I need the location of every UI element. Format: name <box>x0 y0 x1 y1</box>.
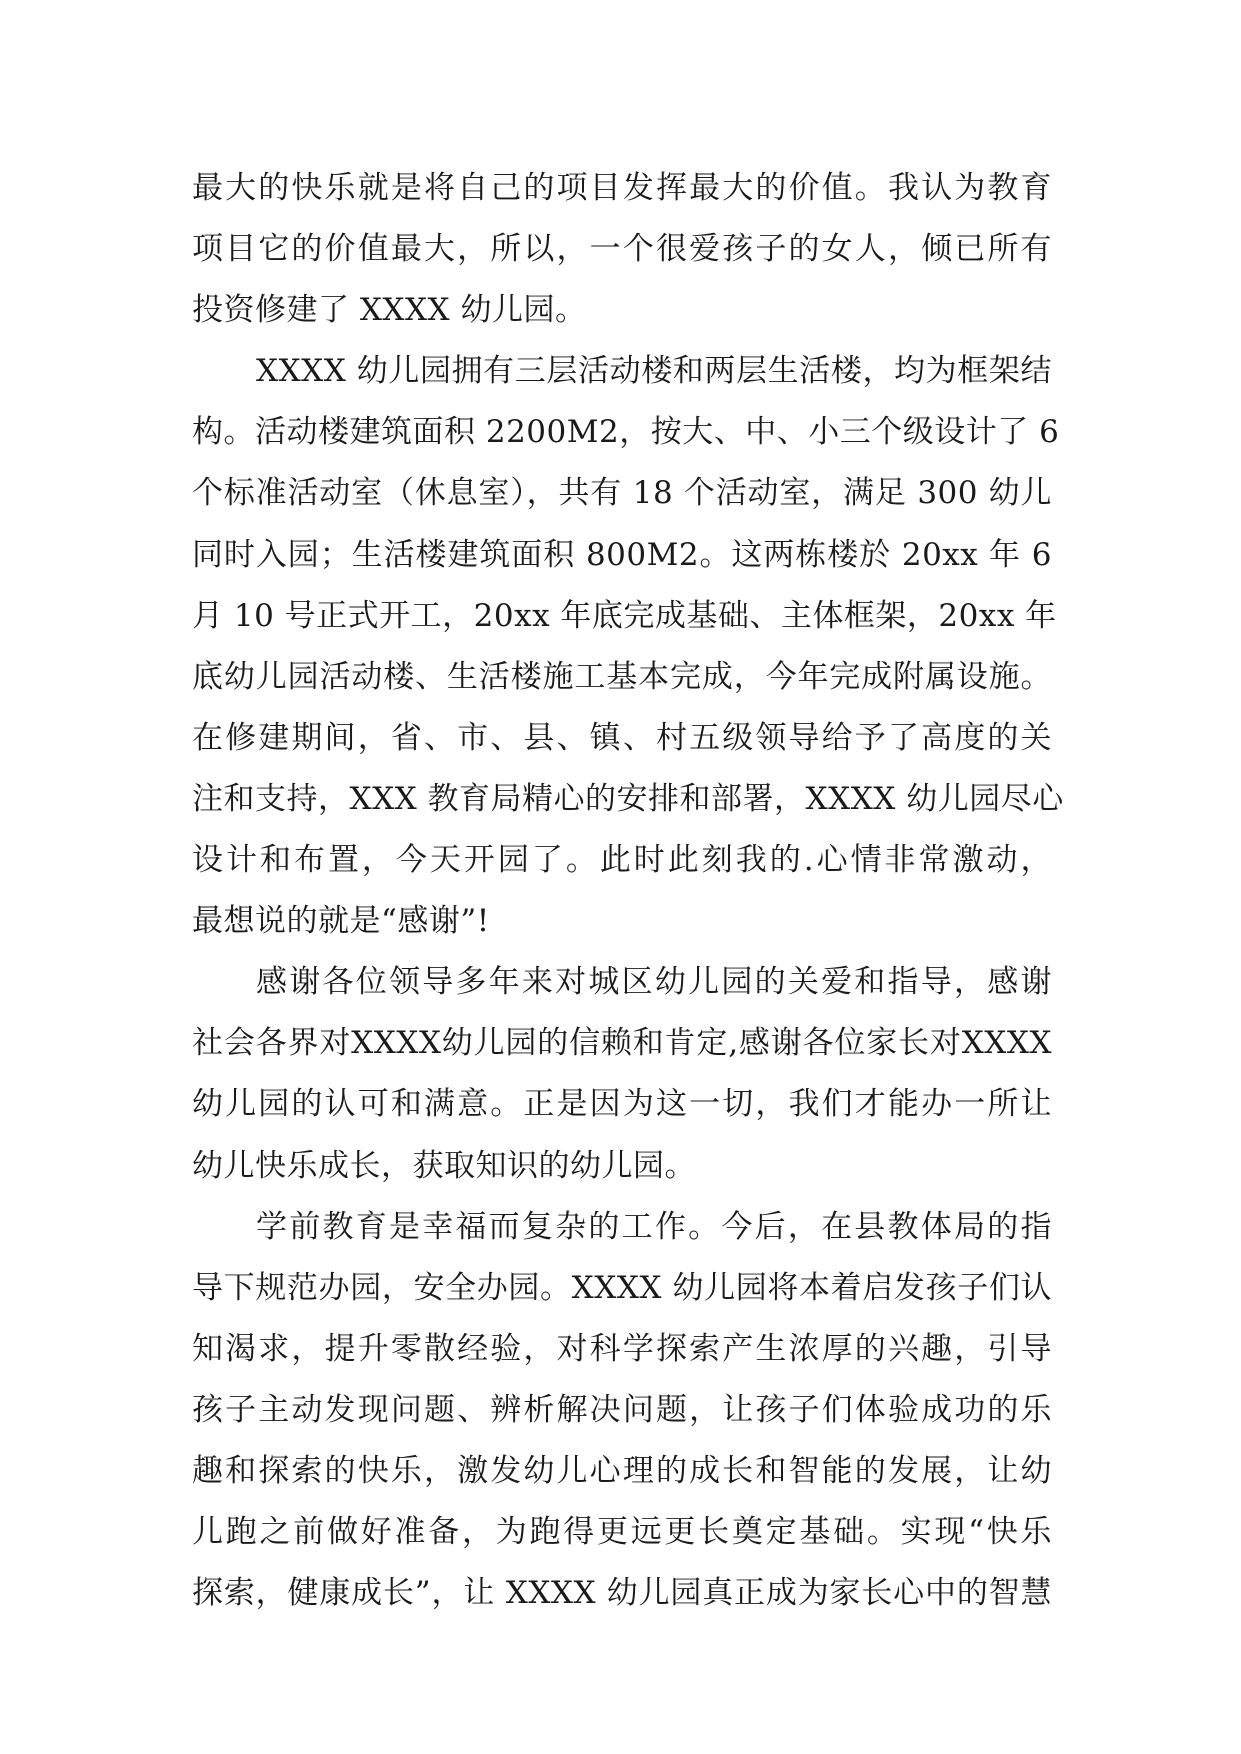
text-line: XXXX 幼儿园拥有三层活动楼和两层生活楼，均为框架结 <box>256 353 1052 390</box>
paragraph-4 <box>192 1197 1052 1625</box>
text-line: 孩子主动发现问题、辨析解决问题，让孩子们体验成功的乐 <box>192 1391 1052 1428</box>
text-line: 导下规范办园，安全办园。XXXX 幼儿园将本着启发孩子们认 <box>192 1269 1052 1306</box>
text-line: 底幼儿园活动楼、生活楼施工基本完成，今年完成附属设施。 <box>192 658 1052 695</box>
text-line: 趣和探索的快乐，激发幼儿心理的成长和智能的发展，让幼 <box>192 1452 1052 1489</box>
text-line: 探索，健康成长”，让 XXXX 幼儿园真正成为家长心中的智慧 <box>192 1575 1052 1612</box>
text-line: 设计和布置，今天开园了。此时此刻我的.心情非常激动， <box>192 842 1052 879</box>
text-line: 月 10 号正式开工，20xx 年底完成基础、主体框架，20xx 年 <box>192 597 1057 634</box>
text-line: 学前教育是幸福而复杂的工作。今后，在县教体局的指 <box>256 1208 1052 1245</box>
text-line: 在修建期间，省、市、县、镇、村五级领导给予了高度的关 <box>192 719 1052 756</box>
text-line: 构。活动楼建筑面积 2200M2，按大、中、小三个级设计了 6 <box>192 414 1060 451</box>
paragraph-3 <box>192 952 1052 1196</box>
text-line: 幼儿园的认可和满意。正是因为这一切，我们才能办一所让 <box>192 1086 1052 1123</box>
text-line: 最想说的就是“感谢”! <box>192 903 490 940</box>
text-line: 投资修建了 XXXX 幼儿园。 <box>192 292 587 329</box>
text-line: 个标准活动室（休息室），共有 18 个活动室，满足 300 幼儿 <box>192 475 1052 512</box>
text-line: 社会各界对XXXX幼儿园的信赖和肯定,感谢各位家长对XXXX <box>192 1025 1052 1062</box>
text-line: 幼儿快乐成长，获取知识的幼儿园。 <box>192 1147 696 1184</box>
document-body <box>192 158 1064 1624</box>
text-line: 注和支持，XXX 教育局精心的安排和部署，XXXX 幼儿园尽心 <box>192 780 1064 817</box>
text-line: 最大的快乐就是将自己的项目发挥最大的价值。我认为教育 <box>192 170 1052 206</box>
text-line: 感谢各位领导多年来对城区幼儿园的关爱和指导，感谢 <box>256 964 1052 1001</box>
text-line: 知渴求，提升零散经验，对科学探索产生浓厚的兴趣，引导 <box>192 1330 1052 1367</box>
text-line: 儿跑之前做好准备，为跑得更远更长奠定基础。实现“快乐 <box>192 1514 1052 1551</box>
paragraph-2 <box>192 341 1064 952</box>
paragraph-1 <box>192 158 1052 341</box>
text-line: 同时入园；生活楼建筑面积 800M2。这两栋楼於 20xx 年 6 <box>192 536 1052 573</box>
text-line: 项目它的价值最大，所以，一个很爱孩子的女人，倾已所有 <box>192 231 1052 268</box>
